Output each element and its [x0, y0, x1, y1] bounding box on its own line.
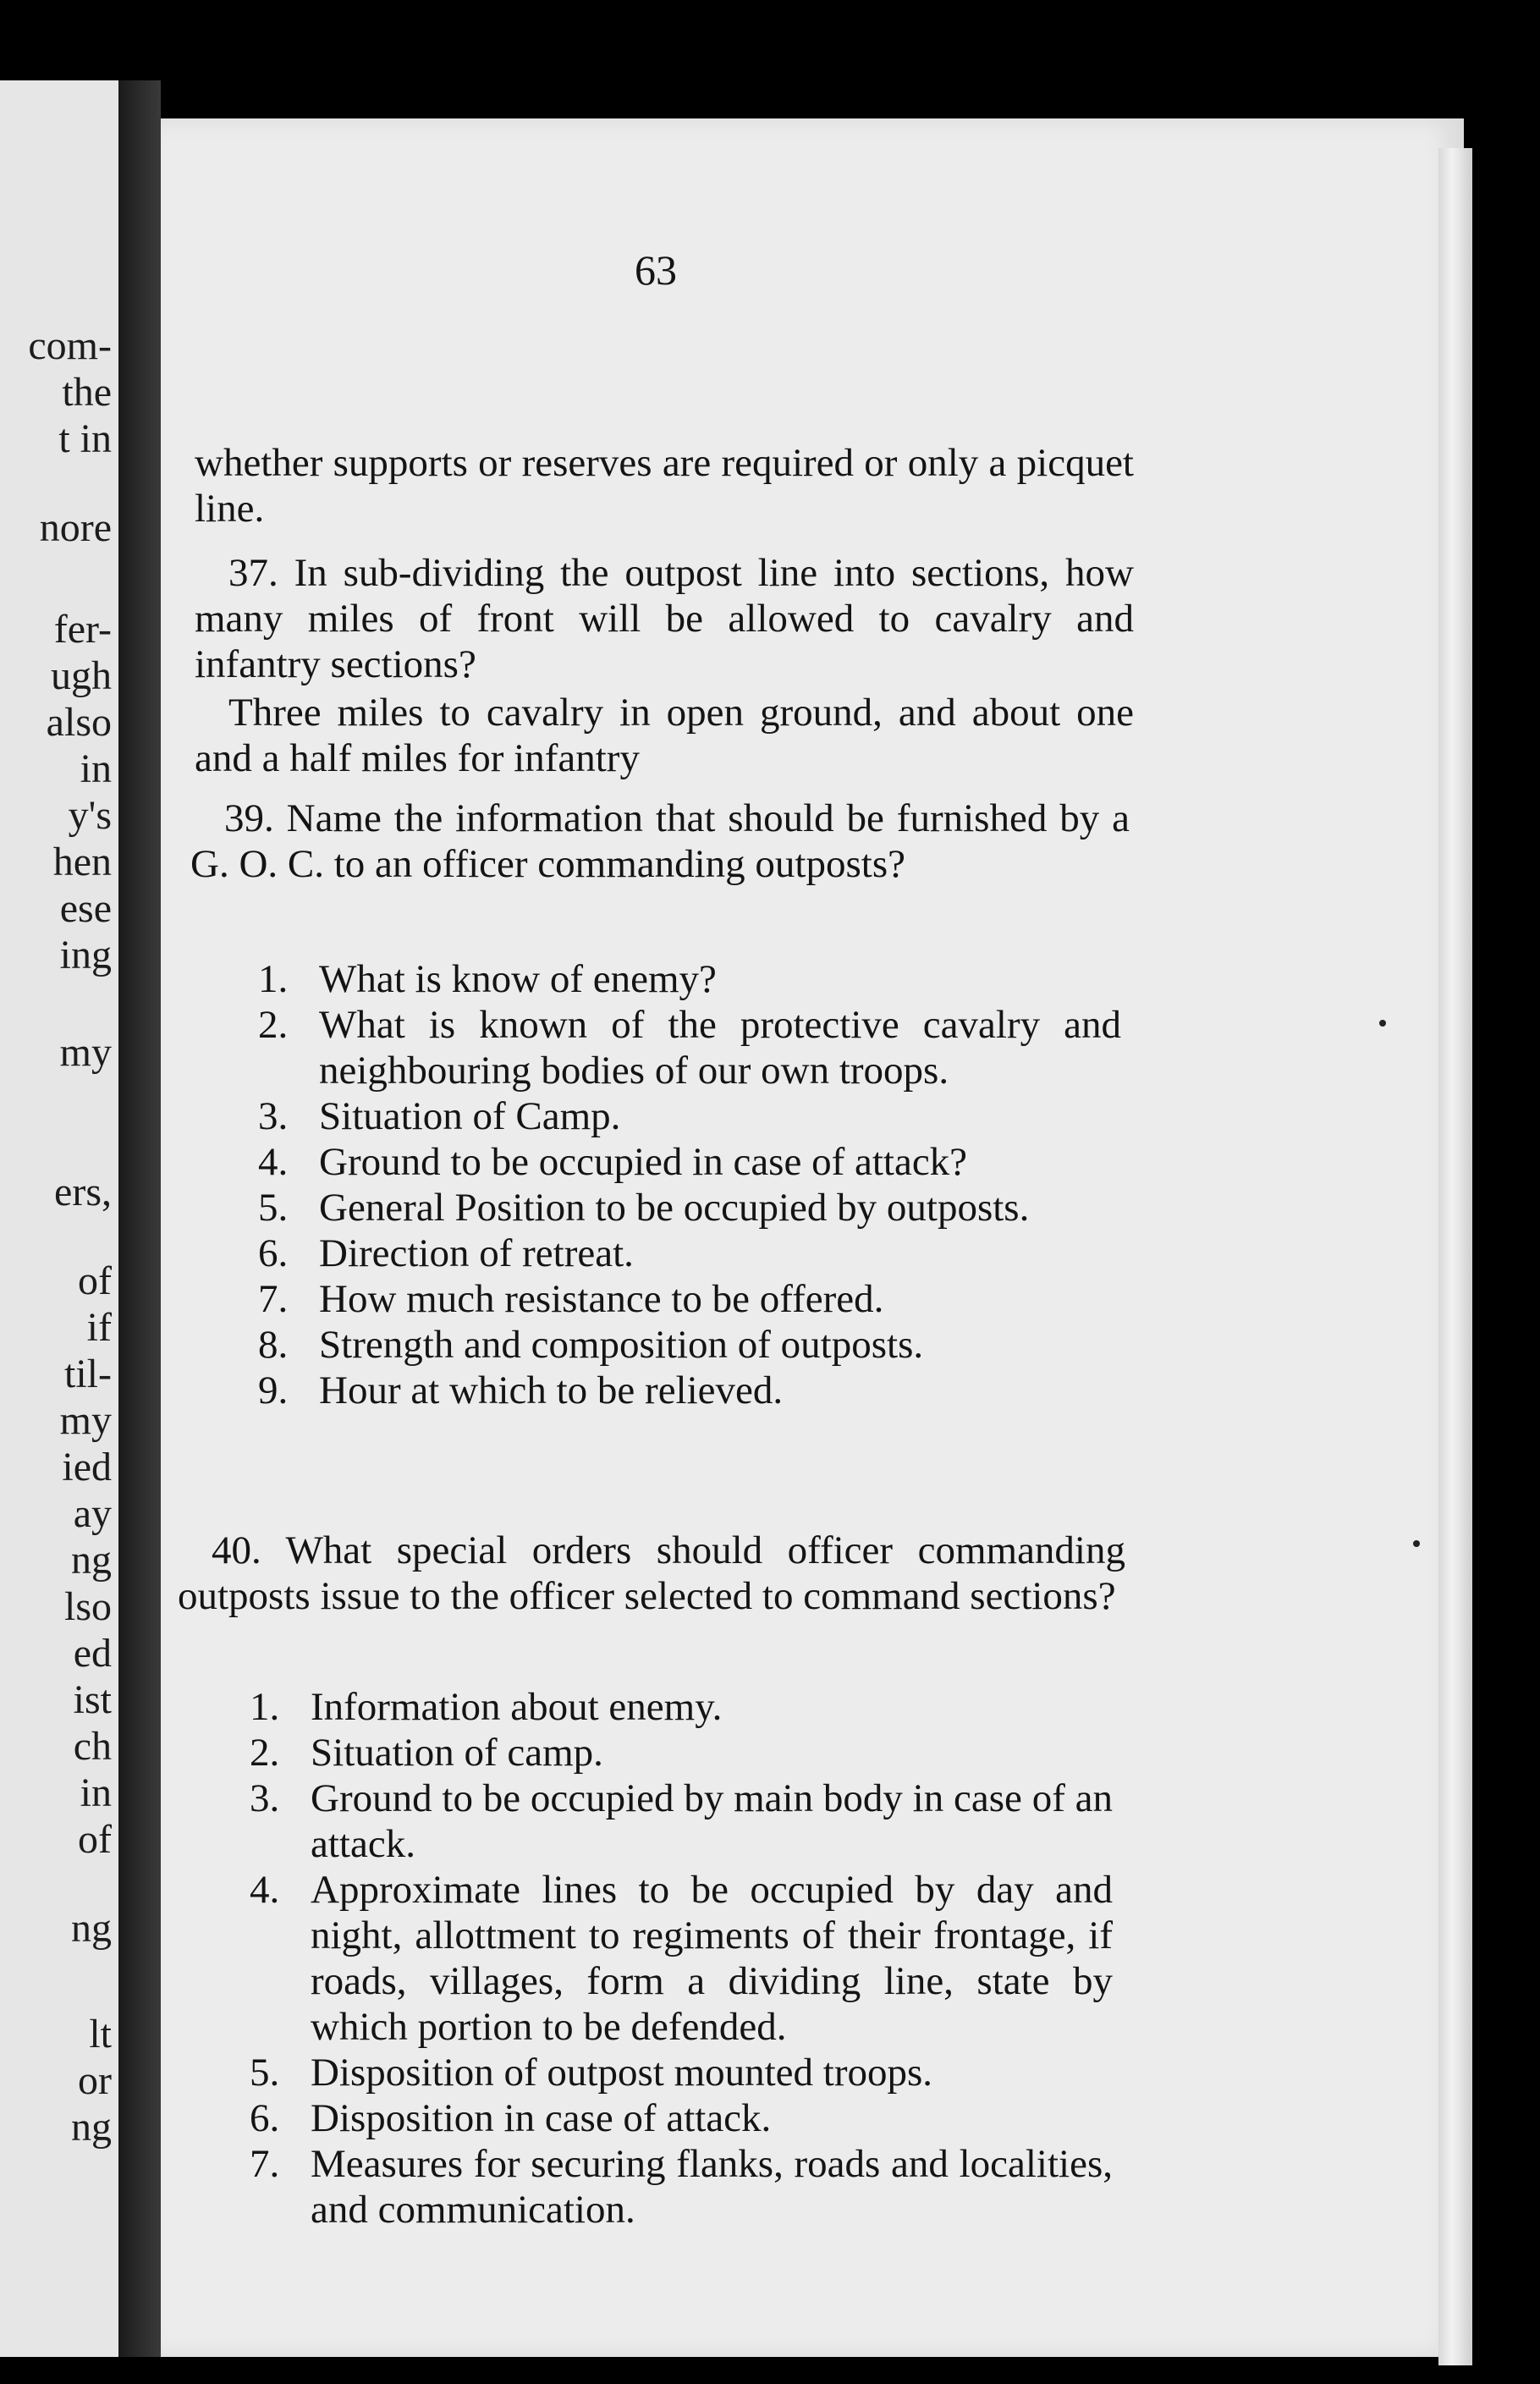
list-item-text: General Position to be occupied by outposts. [319, 1186, 1030, 1230]
list-item [250, 2050, 1113, 2095]
list-item-text: Situation of Camp. [319, 1094, 621, 1138]
list-item-number: 7. [258, 1277, 289, 1321]
left-page-fragment: ese [59, 886, 112, 931]
list-item-text: How much resistance to be offered. [319, 1277, 884, 1321]
list-item-number: 4. [258, 1140, 289, 1184]
list-item-number: 7. [250, 2142, 280, 2186]
left-facing-page [0, 80, 118, 2357]
list-item-number: 1. [250, 1685, 280, 1729]
list-item-text: What is know of enemy? [319, 957, 717, 1001]
list-item [250, 1684, 1113, 1730]
list-item-text: Approximate lines to be occupied by day and night, allottment to regiments of their frontage, if roads, villages, form a dividing line, state by which portion to be defended. [311, 1868, 1113, 2049]
left-page-fragment: ng [71, 1906, 112, 1951]
list-item-number: 2. [258, 1003, 289, 1047]
left-page-fragment: ay [73, 1491, 112, 1536]
list-item-text: Situation of camp. [311, 1731, 603, 1775]
left-page-fragment: com- [28, 323, 112, 368]
list-item-number: 3. [250, 1776, 280, 1820]
list-item-text: Disposition in case of attack. [311, 2096, 772, 2140]
left-page-fragment: lt [89, 2012, 112, 2056]
left-page-fragment: ing [59, 933, 112, 977]
left-page-fragment: of [78, 1258, 112, 1303]
list-item [250, 2095, 1113, 2141]
list-item-number: 1. [258, 957, 289, 1001]
list-item-number: 3. [258, 1094, 289, 1138]
left-page-fragment: ugh [51, 653, 112, 698]
list-item-number: 2. [250, 1731, 280, 1775]
question-39: 39. Name the information that should be furnished by a G. O. C. to an officer commanding outposts? [190, 796, 1130, 886]
left-page-fragment: y's [68, 793, 112, 838]
list-item-text: Information about enemy. [311, 1685, 723, 1729]
q40-answer-list [250, 1684, 1113, 2233]
left-page-fragment: ers, [54, 1170, 112, 1214]
left-page-fragment: the [62, 370, 112, 415]
left-page-fragment: ied [62, 1445, 112, 1489]
question-37: 37. In sub-dividing the outpost line into sections, how many miles of front will be allowed to cavalry and infantry sections? [195, 551, 1134, 686]
left-page-fragment: hen [52, 840, 112, 884]
list-item [258, 1368, 1121, 1413]
left-page-fragment: my [59, 1030, 112, 1075]
list-item [258, 1139, 1121, 1185]
list-item-number: 6. [250, 2096, 280, 2140]
list-item [250, 1730, 1113, 1776]
list-item-text: Ground to be occupied by main body in case of an attack. [311, 1776, 1113, 1866]
left-page-fragment: ed [73, 1631, 112, 1676]
page-edge [1438, 148, 1472, 2365]
left-page-fragment: in [80, 746, 112, 791]
intro-paragraph: whether supports or reserves are required or only a picquet line. [195, 441, 1134, 531]
list-item-text: Strength and composition of outposts. [319, 1323, 924, 1367]
left-page-fragment: ch [73, 1724, 112, 1769]
left-page-fragment: also [46, 700, 112, 745]
left-page-fragment: nore [39, 505, 112, 550]
scan-speck [1413, 1540, 1420, 1547]
question-40: 40. What special orders should officer commanding outposts issue to the officer selected to command sections? [178, 1528, 1125, 1618]
list-item-number: 6. [258, 1231, 289, 1275]
list-item-text: Hour at which to be relieved. [319, 1368, 784, 1412]
left-page-fragment: fer- [53, 607, 112, 652]
left-page-fragment: ist [73, 1677, 112, 1722]
list-item-text: Disposition of outpost mounted troops. [311, 2051, 933, 2095]
list-item-number: 5. [250, 2051, 280, 2095]
list-item [250, 1867, 1113, 2050]
left-page-fragment: or [78, 2058, 112, 2103]
list-item [258, 1093, 1121, 1139]
book-page [161, 118, 1464, 2357]
left-page-fragment: til- [64, 1352, 112, 1396]
scan-speck [1379, 1020, 1386, 1027]
left-page-fragment: in [80, 1770, 112, 1815]
left-page-fragment: t in [58, 416, 112, 461]
list-item [258, 1276, 1121, 1322]
left-page-fragment: of [78, 1817, 112, 1862]
list-item-number: 9. [258, 1368, 289, 1412]
left-page-fragment: ng [71, 2105, 112, 2150]
list-item-number: 8. [258, 1323, 289, 1367]
list-item [258, 1231, 1121, 1276]
list-item-text: Measures for securing flanks, roads and localities, and communication. [311, 2142, 1113, 2232]
list-item-text: What is known of the protective cavalry and neighbouring bodies of our own troops. [319, 1003, 1121, 1093]
list-item [250, 1776, 1113, 1867]
page-number: 63 [635, 246, 677, 294]
list-item [258, 1002, 1121, 1093]
q39-answer-list [258, 956, 1121, 1413]
left-page-fragment: if [86, 1305, 112, 1350]
list-item-text: Direction of retreat. [319, 1231, 634, 1275]
answer-37: Three miles to cavalry in open ground, and about one and a half miles for infantry [195, 691, 1134, 780]
left-page-fragment: my [59, 1398, 112, 1443]
book-spine [118, 80, 161, 2357]
list-item [258, 1322, 1121, 1368]
list-item-text: Ground to be occupied in case of attack? [319, 1140, 968, 1184]
list-item [250, 2141, 1113, 2233]
list-item-number: 4. [250, 1868, 280, 1912]
left-page-fragment: ng [71, 1538, 112, 1583]
list-item [258, 1185, 1121, 1231]
list-item-number: 5. [258, 1186, 289, 1230]
left-page-fragment: lso [63, 1584, 112, 1629]
list-item [258, 956, 1121, 1002]
